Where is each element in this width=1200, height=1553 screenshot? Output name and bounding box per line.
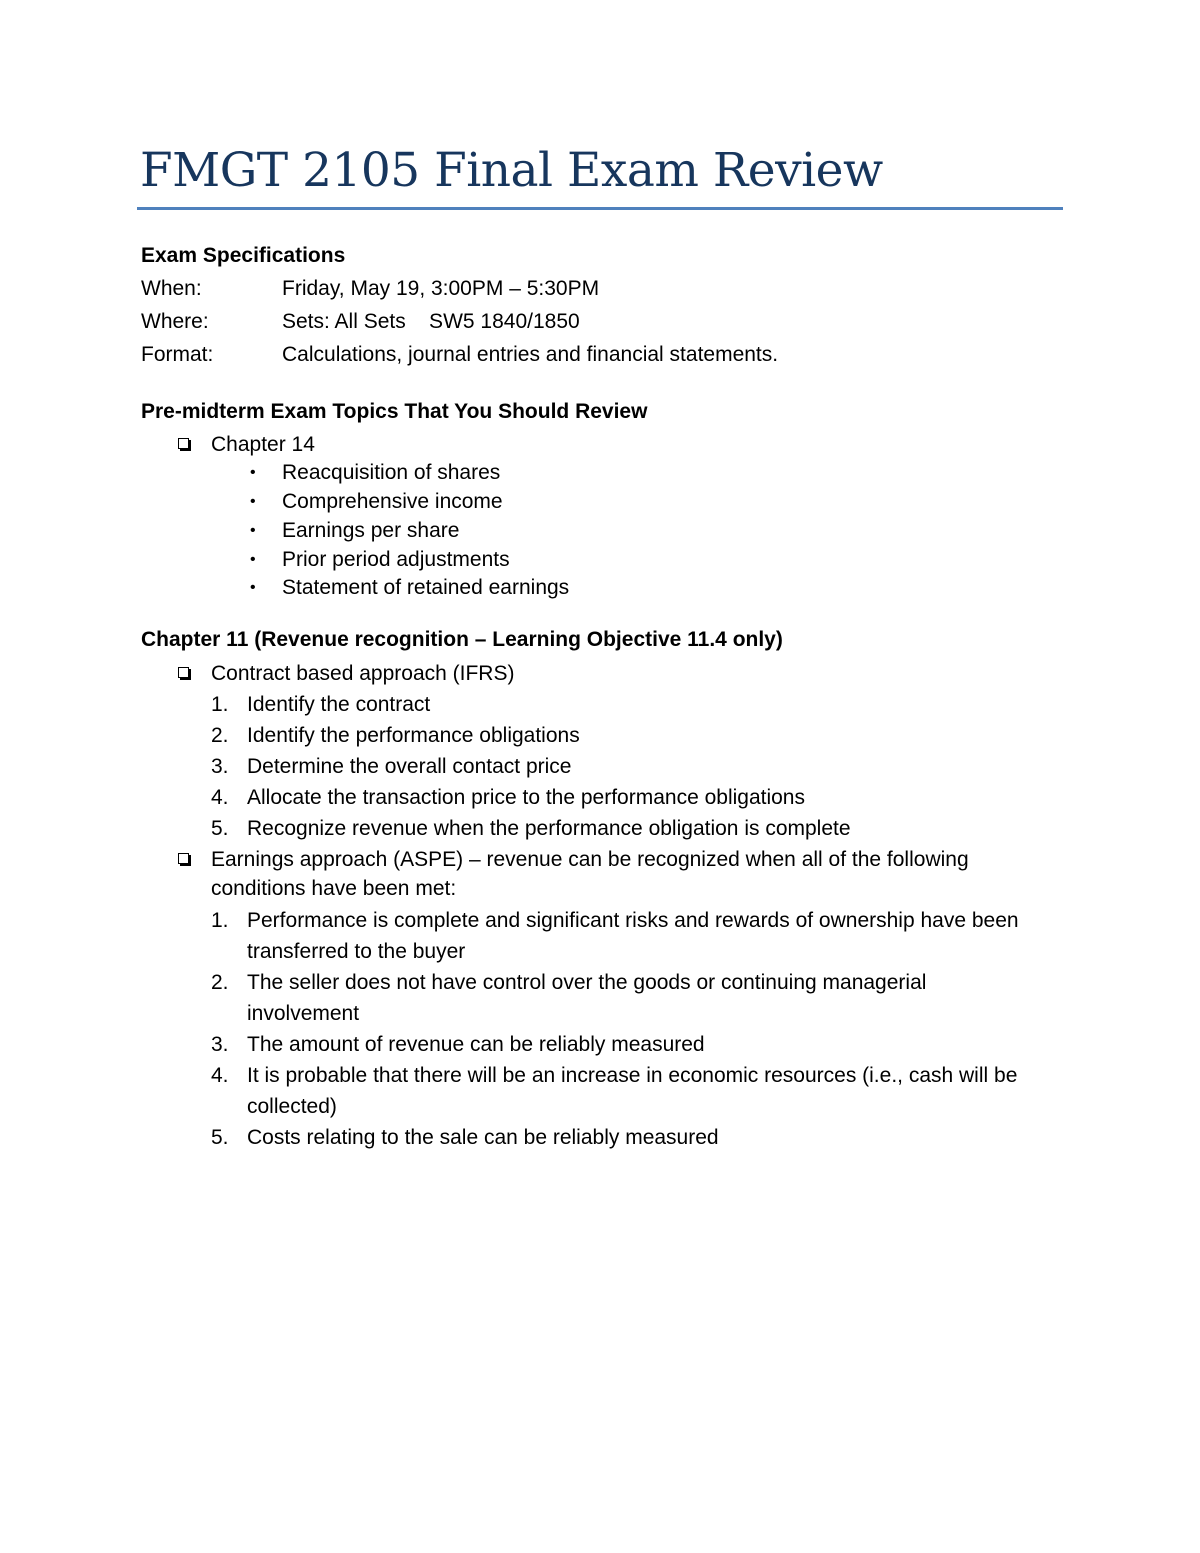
list-number: 4. [211,786,229,809]
format-value: Calculations, journal entries and financial statements. [282,343,779,366]
list-number: 4. [211,1064,229,1087]
aspe-condition-continued: collected) [247,1095,337,1118]
premidterm-heading: Pre-midterm Exam Topics That You Should Review [141,400,648,423]
aspe-condition: It is probable that there will be an increase in economic resources (i.e., cash will be [247,1064,1018,1087]
aspe-condition: The amount of revenue can be reliably measured [247,1033,705,1056]
checkbox-icon [178,438,189,449]
aspe-condition: Costs relating to the sale can be reliably measured [247,1126,719,1149]
chapter-14-label: Chapter 14 [211,433,315,456]
bullet-item: Earnings per share [282,519,460,542]
bullet-item: Reacquisition of shares [282,461,501,484]
aspe-condition: Performance is complete and significant risks and rewards of ownership have been [247,909,1019,932]
list-number: 3. [211,1033,229,1056]
ifrs-step: Identify the contract [247,693,431,716]
bullet-icon: • [250,551,256,568]
list-number: 2. [211,724,229,747]
bullet-item: Comprehensive income [282,490,503,513]
page-title: FMGT 2105 Final Exam Review [140,143,883,198]
chapter-11-heading: Chapter 11 (Revenue recognition – Learning Objective 11.4 only) [141,628,783,651]
bullet-item: Statement of retained earnings [282,576,570,599]
ifrs-step: Recognize revenue when the performance obligation is complete [247,817,851,840]
bullet-item: Prior period adjustments [282,548,510,571]
checkbox-icon [178,853,189,864]
list-number: 3. [211,755,229,778]
where-label: Where: [141,310,209,333]
format-label: Format: [141,343,214,366]
where-value: Sets: All Sets SW5 1840/1850 [282,310,580,333]
specs-heading: Exam Specifications [141,244,346,267]
bullet-icon: • [250,493,256,510]
ifrs-step: Identify the performance obligations [247,724,580,747]
title-underline [137,207,1063,210]
ifrs-label: Contract based approach (IFRS) [211,662,515,685]
list-number: 1. [211,909,229,932]
aspe-condition-continued: transferred to the buyer [247,940,466,963]
checkbox-icon [178,667,189,678]
aspe-label: Earnings approach (ASPE) – revenue can be recognized when all of the following [211,848,969,871]
list-number: 5. [211,817,229,840]
aspe-condition: The seller does not have control over the goods or continuing managerial [247,971,927,994]
list-number: 5. [211,1126,229,1149]
ifrs-step: Allocate the transaction price to the performance obligations [247,786,805,809]
list-number: 1. [211,693,229,716]
ifrs-step: Determine the overall contact price [247,755,572,778]
bullet-icon: • [250,579,256,596]
aspe-condition-continued: involvement [247,1002,360,1025]
when-value: Friday, May 19, 3:00PM – 5:30PM [282,277,600,300]
bullet-icon: • [250,464,256,481]
when-label: When: [141,277,202,300]
list-number: 2. [211,971,229,994]
aspe-label-continued: conditions have been met: [211,877,457,900]
bullet-icon: • [250,522,256,539]
